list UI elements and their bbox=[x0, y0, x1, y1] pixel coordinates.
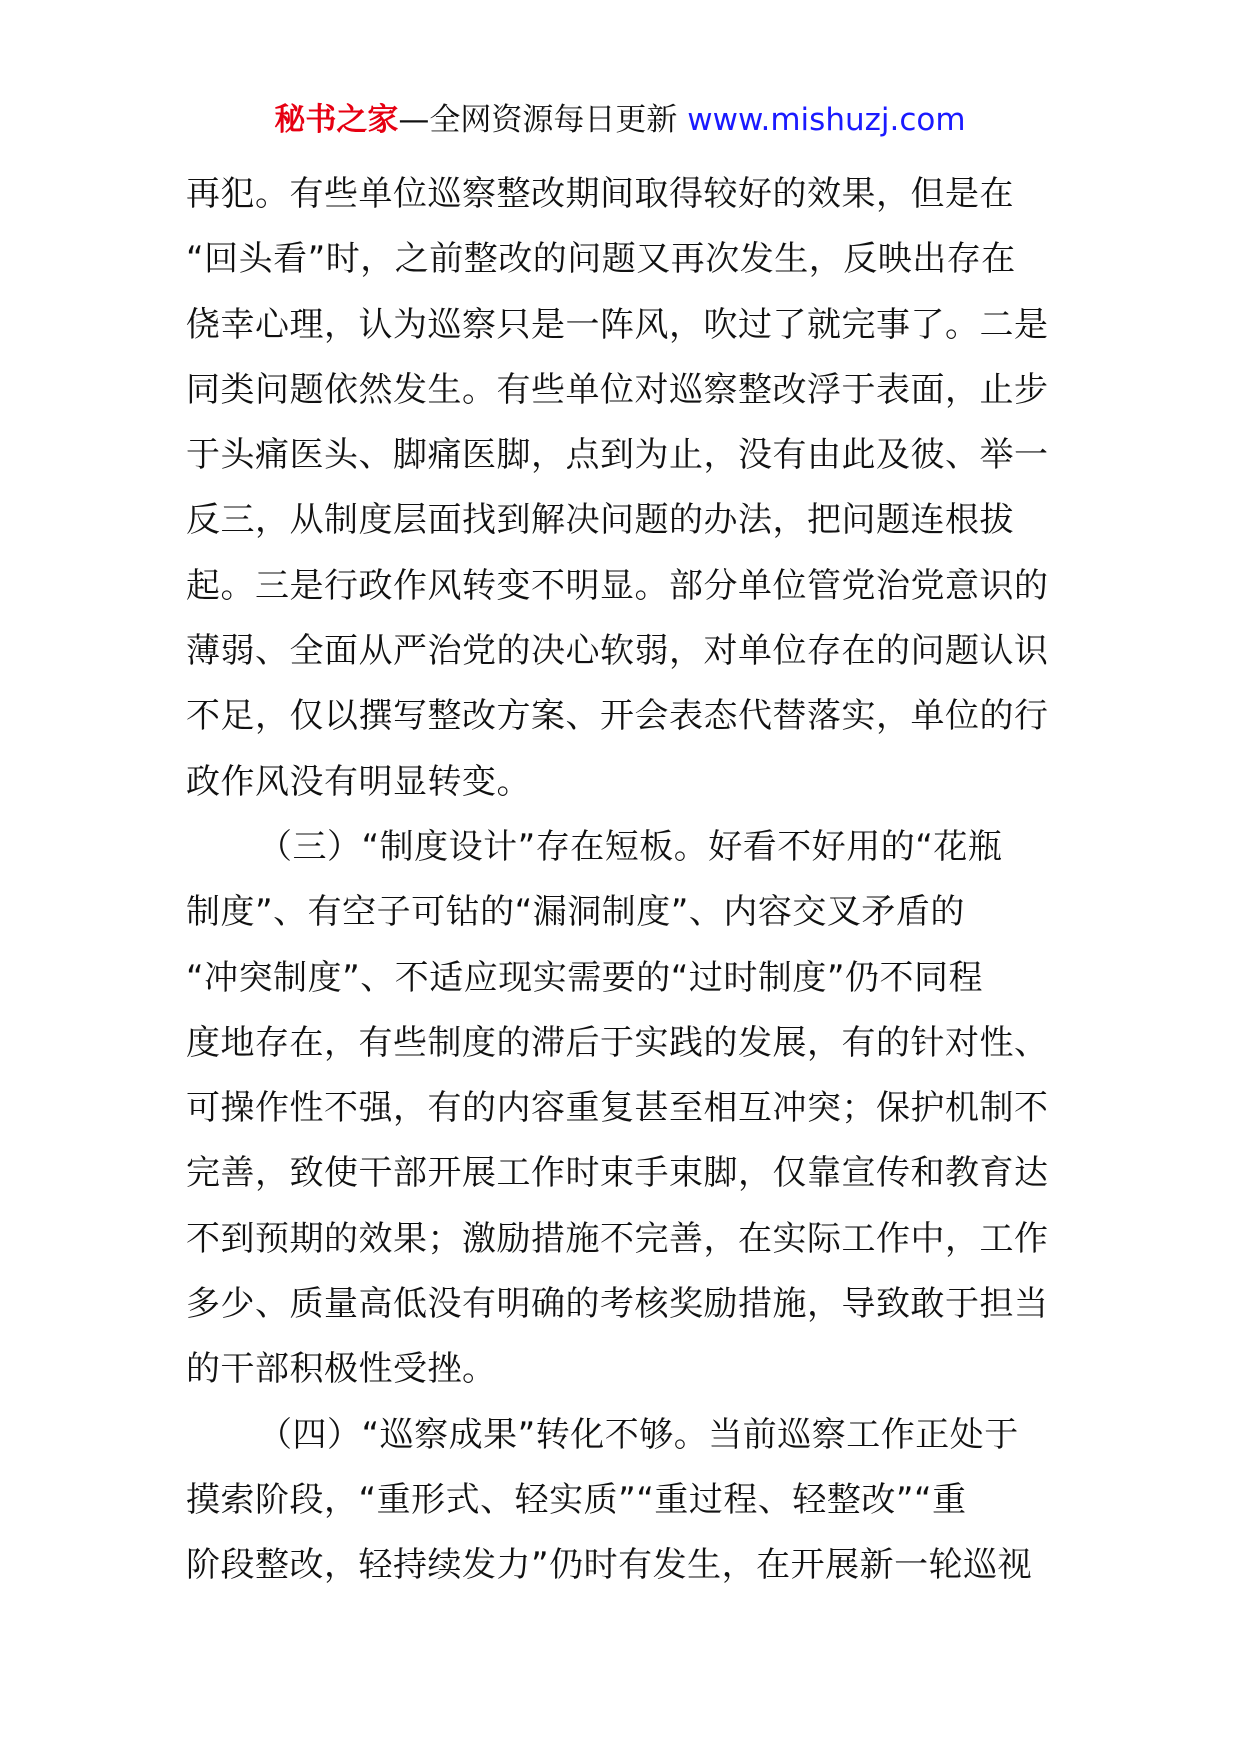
text-line: 完善，致使干部开展工作时束手束脚，仅靠宣传和教育达 bbox=[186, 1153, 1049, 1194]
text-line: 反三，从制度层面找到解决问题的办法，把问题连根拔 bbox=[186, 500, 1014, 541]
text-line: 同类问题依然发生。有些单位对巡察整改浮于表面，止步 bbox=[186, 369, 1049, 410]
site-header bbox=[0, 98, 1240, 142]
header-tagline: —全网资源每日更新 bbox=[398, 102, 688, 138]
text-line: 薄弱、全面从严治党的决心软弱，对单位存在的问题认识 bbox=[186, 631, 1049, 672]
text-line: 阶段整改，轻持续发力”仍时有发生，在开展新一轮巡视 bbox=[186, 1545, 1033, 1586]
text-line: 政作风没有明显转变。 bbox=[186, 761, 531, 802]
text-line: 侥幸心理，认为巡察只是一阵风，吹过了就完事了。二是 bbox=[186, 304, 1049, 345]
text-line: “回头看”时，之前整改的问题又再次发生，反映出存在 bbox=[186, 239, 1016, 280]
text-line: 制度”、有空子可钻的“漏洞制度”、内容交叉矛盾的 bbox=[186, 892, 965, 933]
text-line: “冲突制度”、不适应现实需要的“过时制度”仍不同程 bbox=[186, 957, 983, 998]
site-url-link[interactable]: www.mishuzj.com bbox=[687, 102, 966, 138]
document-body bbox=[186, 162, 1066, 1599]
text-line: 于头痛医头、脚痛医脚，点到为止，没有由此及彼、举一 bbox=[186, 435, 1049, 476]
text-line: 起。三是行政作风转变不明显。部分单位管党治党意识的 bbox=[186, 565, 1049, 606]
text-line: 再犯。有些单位巡察整改期间取得较好的效果，但是在 bbox=[186, 174, 1014, 214]
text-line: 摸索阶段，“重形式、轻实质”“重过程、轻整改”“重 bbox=[186, 1479, 967, 1520]
paragraph-heading-3: （三）“制度设计”存在短板。好看不好用的“花瓶 bbox=[258, 826, 1003, 867]
brand-name: 秘书之家 bbox=[274, 102, 399, 138]
text-line: 不到预期的效果；激励措施不完善，在实际工作中，工作 bbox=[186, 1218, 1049, 1259]
paragraph-heading-4: （四）“巡察成果”转化不够。当前巡察工作正处于 bbox=[258, 1414, 1019, 1455]
text-line: 的干部积极性受挫。 bbox=[186, 1349, 497, 1390]
text-line: 度地存在，有些制度的滞后于实践的发展，有的针对性、 bbox=[186, 1022, 1049, 1063]
text-line: 不足，仅以撰写整改方案、开会表态代替落实，单位的行 bbox=[186, 696, 1049, 737]
text-line: 多少、质量高低没有明确的考核奖励措施，导致敢于担当 bbox=[186, 1284, 1049, 1325]
text-line: 可操作性不强，有的内容重复甚至相互冲突；保护机制不 bbox=[186, 1088, 1049, 1129]
